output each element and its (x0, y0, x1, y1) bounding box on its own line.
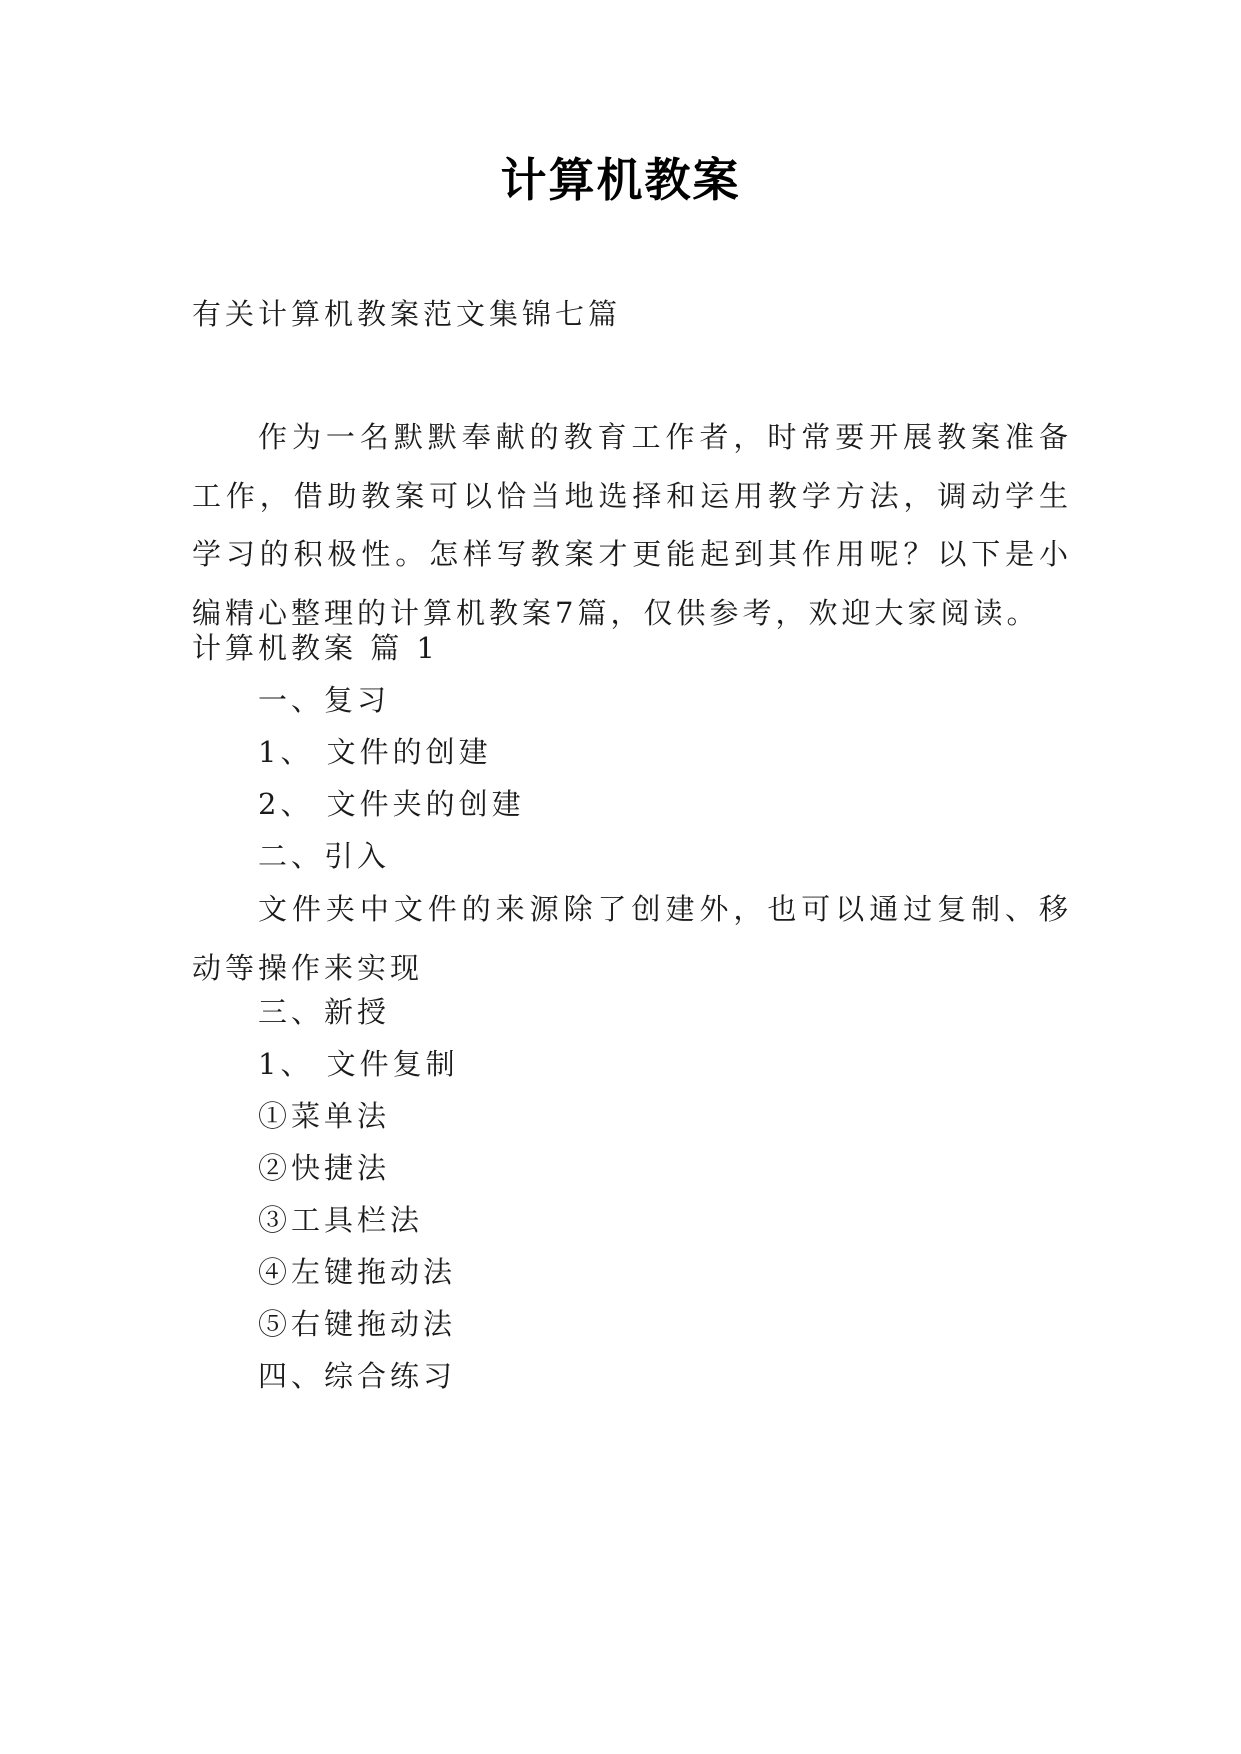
outline-item: 二、引入 (258, 839, 391, 873)
outline-item: 1、 文件的创建 (258, 735, 492, 769)
outline-item: ②快捷法 (258, 1151, 391, 1185)
outline-item: ③工具栏法 (258, 1203, 424, 1237)
outline-item: 2、 文件夹的创建 (258, 787, 525, 821)
body-paragraph: 文件夹中文件的来源除了创建外，也可以通过复制、移动等操作来实现 (192, 892, 1072, 985)
document-subtitle: 有关计算机教案范文集锦七篇 (192, 297, 622, 331)
outline-item: 一、复习 (258, 683, 391, 717)
outline-item: 四、综合练习 (258, 1359, 457, 1393)
outline-item: 三、新授 (258, 995, 391, 1029)
outline-item: ⑤右键拖动法 (258, 1307, 457, 1341)
outline-item: ①菜单法 (258, 1099, 391, 1133)
outline-item: ④左键拖动法 (258, 1255, 457, 1289)
outline-item: 1、 文件复制 (258, 1047, 459, 1081)
intro-paragraph: 作为一名默默奉献的教育工作者，时常要开展教案准备工作，借助教案可以恰当地选择和运用教学方法，调动学生学习的积极性。怎样写教案才更能起到其作用呢？以下是小编精心整理的计算机教案7篇，仅供参考，欢迎大家阅读。 (192, 420, 1072, 630)
document-title: 计算机教案 (500, 153, 741, 207)
section-heading: 计算机教案 篇 1 (192, 631, 439, 665)
